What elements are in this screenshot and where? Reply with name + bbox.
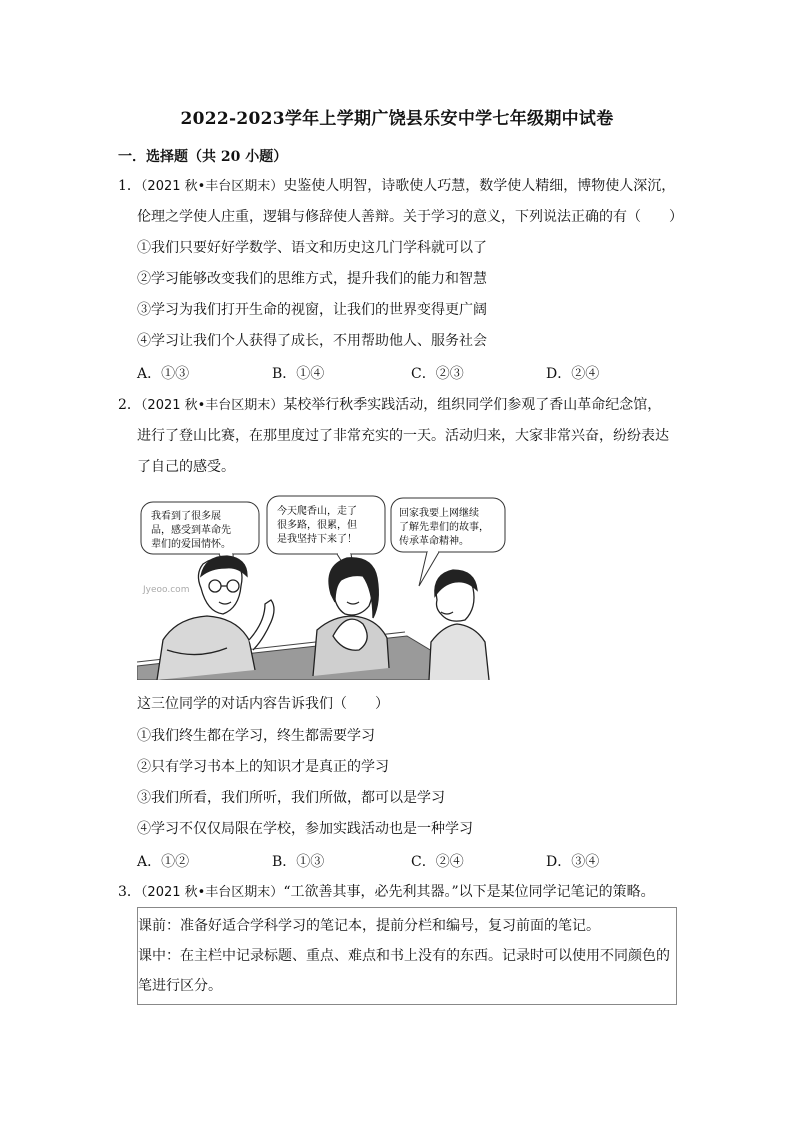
bubble-2-line-2: 很多路，很累，但 — [277, 520, 357, 531]
q1-source: （2021 秋•丰台区期末） — [140, 179, 284, 194]
q2-option-d[interactable]: D．③④ — [546, 854, 600, 870]
q2-stem-line-1 — [118, 395, 661, 416]
box-line-1: 课前：准备好适合学科学习的笔记本，提前分栏和编号，复习前面的笔记。 — [138, 918, 600, 934]
q1-item: ①我们只要好好学数学、语文和历史这几门学科就可以了 — [137, 240, 487, 256]
q3-number: 3． — [118, 884, 141, 900]
q1-number: 1． — [118, 178, 141, 194]
q2-option-b[interactable]: B．①③ — [272, 854, 325, 870]
q3-source: （2021 秋•丰台区期末） — [140, 885, 284, 900]
bubble-3-line-3: 传承革命精神。 — [399, 536, 469, 547]
q2-item: ②只有学习书本上的知识才是真正的学习 — [137, 759, 389, 775]
q1-item: ③学习为我们打开生命的视窗，让我们的世界变得更广阔 — [137, 302, 487, 318]
q2-number: 2． — [118, 397, 141, 413]
bubble-3-line-1: 回家我要上网继续 — [399, 508, 479, 519]
q2-item: ④学习不仅仅局限在学校，参加实践活动也是一种学习 — [137, 821, 473, 837]
note-strategy-box — [137, 907, 677, 1005]
box-line-2: 课中：在主栏中记录标题、重点、难点和书上没有的东西。记录时可以使用不同颜色的 — [138, 948, 670, 964]
q1-item: ④学习让我们个人获得了成长，不用帮助他人、服务社会 — [137, 333, 487, 349]
q1-stem-text: 史鉴使人明智，诗歌使人巧慧，数学使人精细，博物使人深沉， — [283, 178, 676, 194]
q1-option-a[interactable]: A．①③ — [137, 366, 190, 382]
q1-option-d[interactable]: D．②④ — [546, 366, 600, 382]
bubble-1-line-1: 我看到了很多展 — [151, 511, 221, 522]
q2-item: ③我们所看，我们所听，我们所做，都可以是学习 — [137, 790, 445, 806]
q2-source: （2021 秋•丰台区期末） — [140, 398, 284, 413]
section-heading: 一．选择题（共 20 小题） — [118, 149, 288, 165]
boy-figure — [429, 570, 489, 680]
q2-question: 这三位同学的对话内容告诉我们（ ） — [137, 696, 389, 712]
q2-option-a[interactable]: A．①② — [137, 854, 190, 870]
q1-stem-line-1 — [118, 176, 675, 197]
q3-stem-line — [118, 882, 655, 903]
watermark: Jyeoo.com — [143, 585, 190, 595]
q1-stem-line-2: 伦理之学使人庄重，逻辑与修辞使人善辩。关于学习的意义，下列说法正确的有（ ） — [137, 209, 683, 225]
q2-option-c[interactable]: C．②④ — [411, 854, 464, 870]
bubble-1-line-3: 辈们的爱国情怀。 — [151, 539, 231, 550]
q1-option-c[interactable]: C．②③ — [411, 366, 464, 382]
bubble-3-line-2: 了解先辈们的故事， — [399, 522, 489, 533]
q2-stem-line-2: 进行了登山比赛，在那里度过了非常充实的一天。活动归来，大家非常兴奋，纷纷表达 — [137, 428, 669, 444]
bubble-2-line-1: 今天爬香山，走了 — [277, 506, 357, 517]
bubble-1-line-2: 品，感受到革命先 — [151, 525, 231, 536]
girl-figure — [313, 558, 389, 676]
q1-option-b[interactable]: B．①④ — [272, 366, 325, 382]
box-line-3: 笔进行区分。 — [138, 978, 222, 994]
q2-stem-line-3: 了自己的感受。 — [137, 459, 235, 475]
page-title: 2022-2023学年上学期广饶县乐安中学七年级期中试卷 — [180, 109, 614, 129]
q2-stem-text: 某校举行秋季实践活动，组织同学们参观了香山革命纪念馆， — [283, 397, 662, 413]
q2-item: ①我们终生都在学习，终生都需要学习 — [137, 728, 375, 744]
cartoon-illustration — [137, 490, 507, 680]
q1-item: ②学习能够改变我们的思维方式，提升我们的能力和智慧 — [137, 271, 487, 287]
q2-cartoon-figure — [137, 490, 507, 680]
q3-stem-text: “工欲善其事，必先利其器。”以下是某位同学记笔记的策略。 — [283, 884, 655, 900]
bubble-2-line-3: 是我坚持下来了！ — [277, 534, 357, 545]
